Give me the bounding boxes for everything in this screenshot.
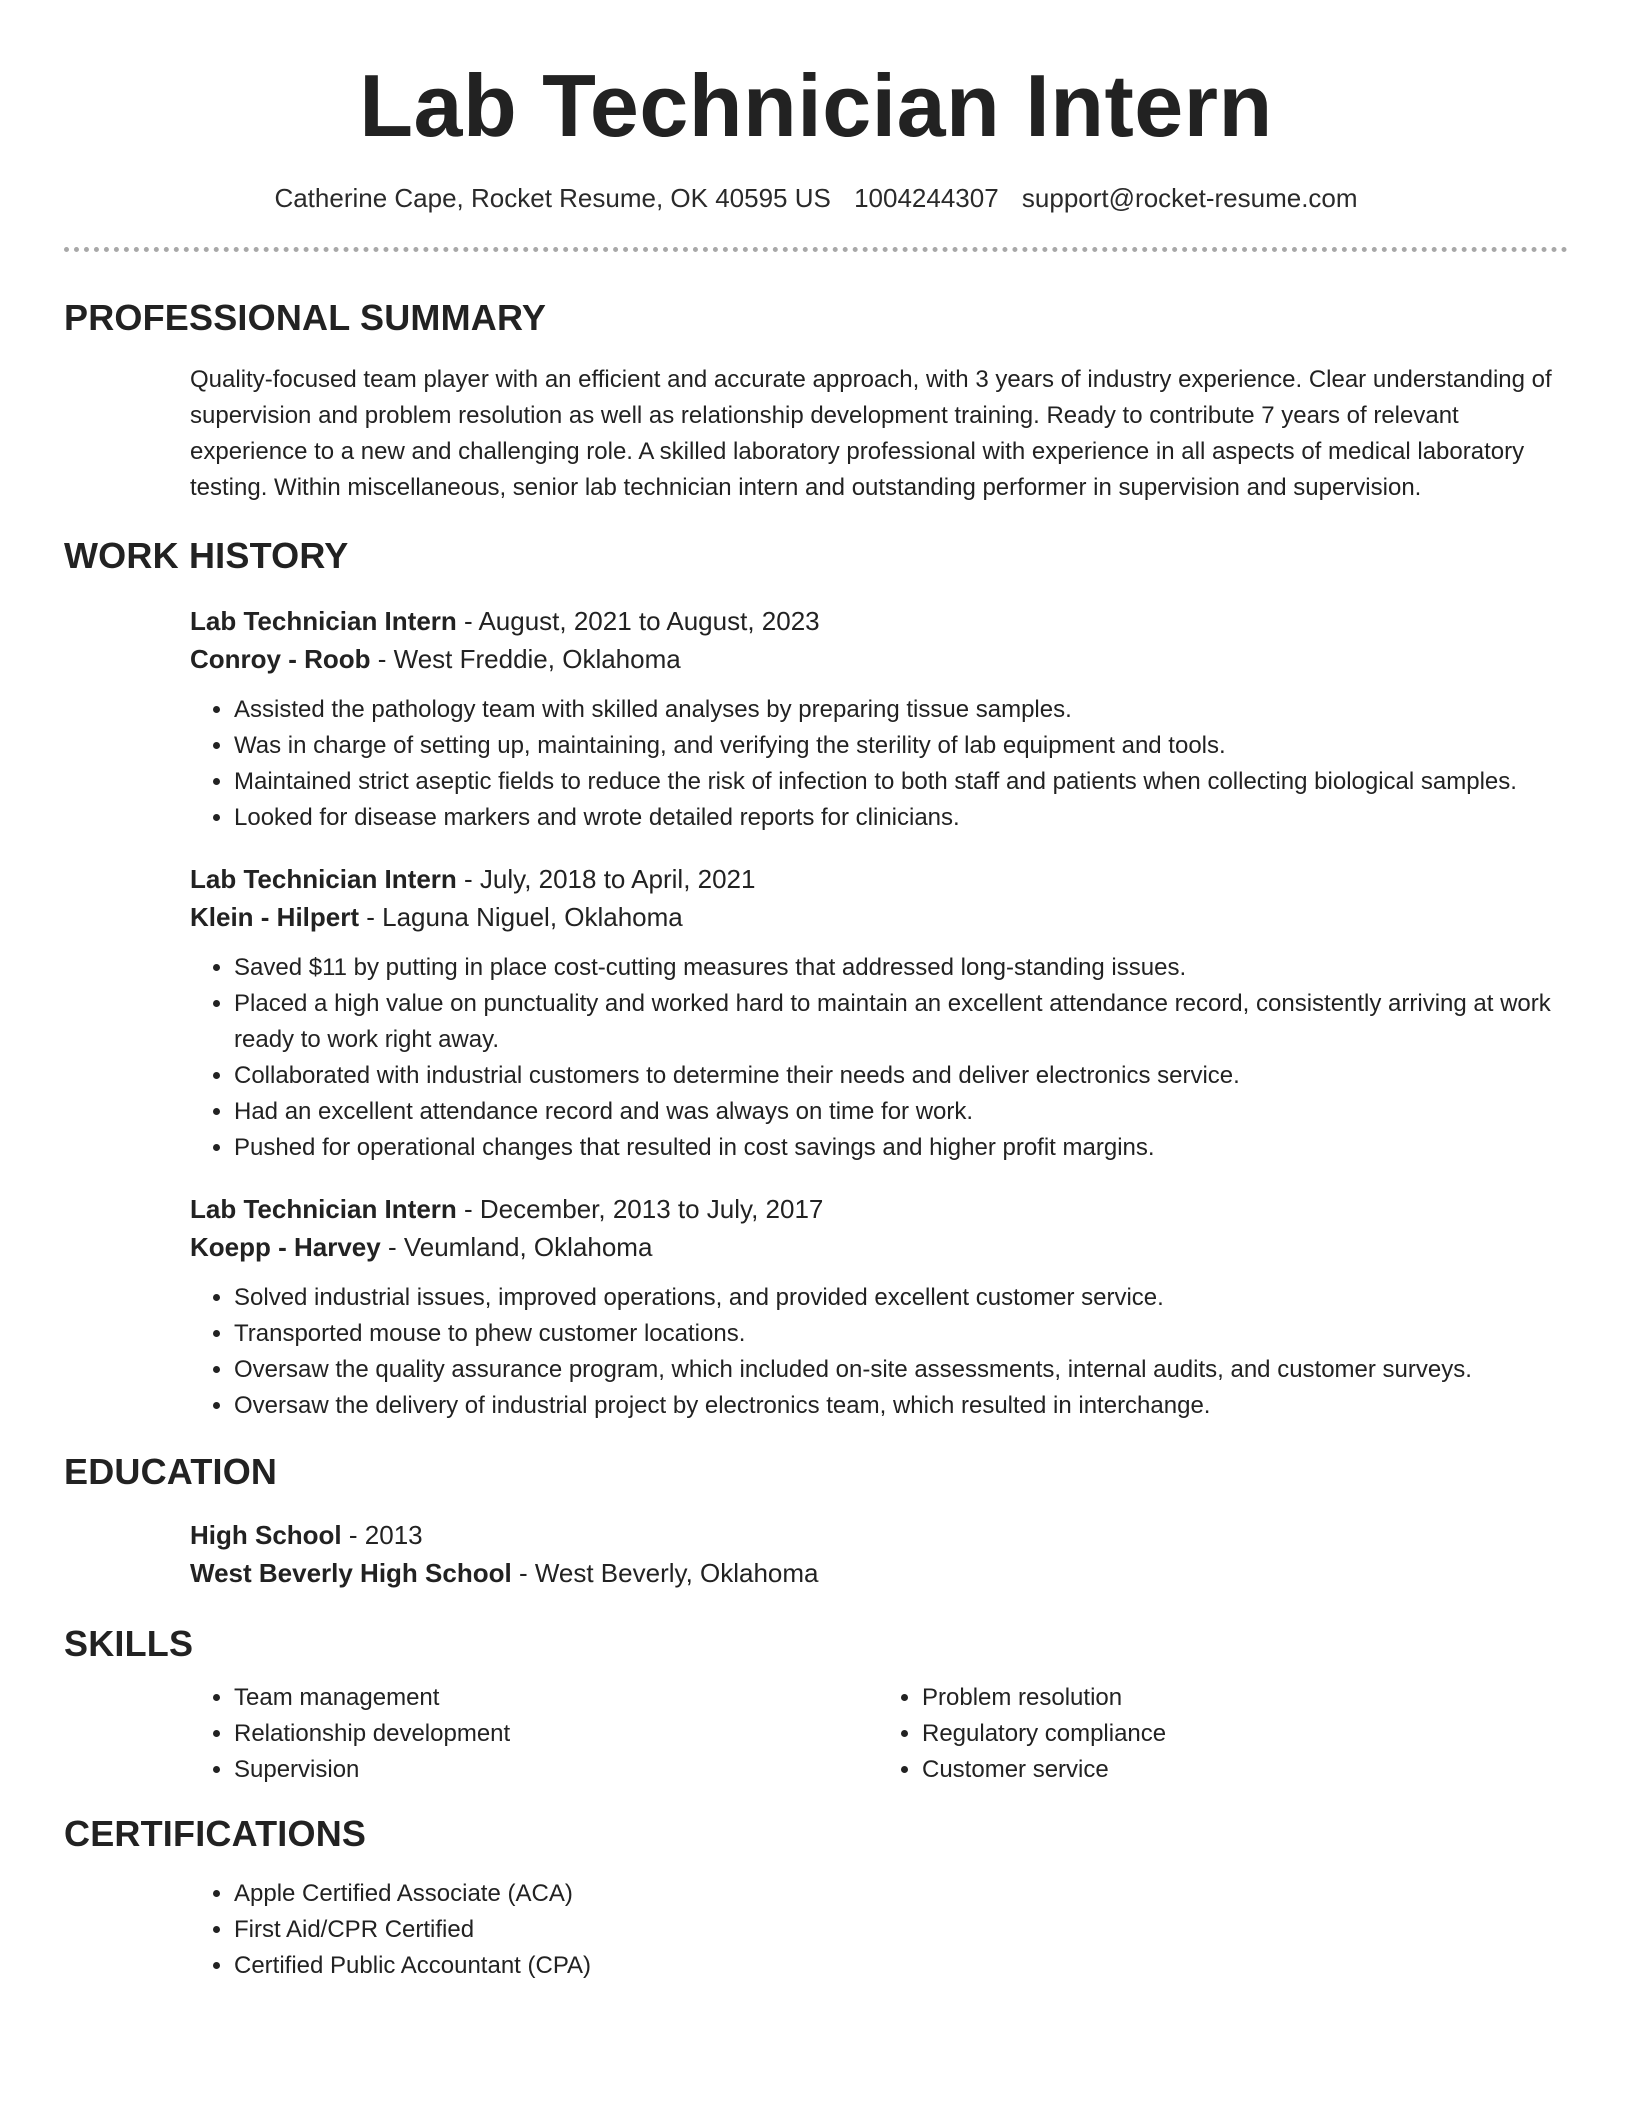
list-item: • Was in charge of setting up, maintaining, and verifying the sterility of lab equipment and tools. [234,728,1568,764]
job-company: Klein - Hilpert [190,902,360,932]
section-title-summary: PROFESSIONAL SUMMARY [64,297,547,338]
job-company: Conroy - Roob [190,644,371,674]
job-location: - Laguna Niguel, Oklahoma [359,902,683,932]
job-dates: - August, 2021 to August, 2023 [456,606,820,636]
section-title-certifications: CERTIFICATIONS [64,1813,367,1854]
resume-title: Lab Technician Intern [359,56,1273,155]
job-dates: - December, 2013 to July, 2017 [456,1194,824,1224]
education-entry [190,1516,1568,1592]
education-location: - West Beverly, Oklahoma [511,1558,819,1588]
list-item: • Pushed for operational changes that resulted in cost savings and higher profit margins. [234,1130,1568,1166]
job-company: Koepp - Harvey [190,1232,381,1262]
job-role: Lab Technician Intern [190,1194,457,1224]
job-bullets [190,1280,1568,1424]
list-item: • Saved $11 by putting in place cost-cutting measures that addressed long-standing issues. [234,950,1568,986]
skills-column-left [190,1680,878,1788]
certifications-list [190,1876,1568,1984]
job-company-line [190,898,1568,936]
skills-list [190,1680,1566,1788]
list-item: • Collaborated with industrial customers to determine their needs and deliver electronics service. [234,1058,1568,1094]
job-entry-1 [190,602,1568,836]
education-degree-line [190,1516,1568,1554]
contact-email: support@rocket-resume.com [1021,183,1358,213]
job-bullets [190,692,1568,836]
list-item: • Maintained strict aseptic fields to reduce the risk of infection to both staff and patients when collecting biological samples. [234,764,1568,800]
education-degree: High School [190,1520,342,1550]
section-title-skills: SKILLS [64,1623,194,1664]
certification-item: • Apple Certified Associate (ACA) [234,1876,1568,1912]
job-title-line [190,860,1568,898]
contact-phone: 1004244307 [854,183,999,213]
section-title-work-history: WORK HISTORY [64,535,349,576]
list-item: • Oversaw the quality assurance program, which included on-site assessments, internal audits, and customer surveys. [234,1352,1568,1388]
job-company-line [190,640,1568,678]
education-year: - 2013 [341,1520,423,1550]
list-item: • Assisted the pathology team with skilled analyses by preparing tissue samples. [234,692,1568,728]
job-company-line [190,1228,1568,1266]
job-location: - Veumland, Oklahoma [380,1232,653,1262]
certification-item: • First Aid/CPR Certified [234,1912,1568,1948]
certification-item: • Certified Public Accountant (CPA) [234,1948,1568,1984]
skill-item: • Supervision [234,1752,878,1788]
job-title-line [190,602,1568,640]
skill-item: • Problem resolution [922,1680,1566,1716]
skill-item: • Regulatory compliance [922,1716,1566,1752]
contact-address: Catherine Cape, Rocket Resume, OK 40595 US [274,183,831,213]
section-title-education: EDUCATION [64,1451,278,1492]
contact-line [64,182,1568,214]
education-school: West Beverly High School [190,1558,512,1588]
job-title-line [190,1190,1568,1228]
list-item: • Placed a high value on punctuality and worked hard to maintain an excellent attendance record, consistently arriving at work ready to work right away. [234,986,1568,1058]
resume-page [64,0,1568,1984]
list-item: • Solved industrial issues, improved operations, and provided excellent customer service. [234,1280,1568,1316]
certifications-bullets [190,1876,1568,1984]
job-dates: - July, 2018 to April, 2021 [456,864,756,894]
job-role: Lab Technician Intern [190,606,457,636]
skill-item: • Team management [234,1680,878,1716]
skill-item: • Customer service [922,1752,1566,1788]
job-location: - West Freddie, Oklahoma [370,644,681,674]
job-entry-2 [190,860,1568,1166]
list-item: • Transported mouse to phew customer locations. [234,1316,1568,1352]
header-divider [64,247,1568,252]
job-role: Lab Technician Intern [190,864,457,894]
summary-text: Quality-focused team player with an efficient and accurate approach, with 3 years of industry experience. Clear understanding of supervision and problem resolution as well as relationship development training. Ready to contribute 7 years of relevant experience to a new and challenging role. A skilled laboratory professional with experience in all aspects of medical laboratory testing. Within miscellaneous, senior lab technician intern and outstanding performer in supervision and supervision. [190,366,1552,501]
job-bullets [190,950,1568,1166]
job-entry-3 [190,1190,1568,1424]
skills-column-right [878,1680,1566,1788]
list-item: • Looked for disease markers and wrote detailed reports for clinicians. [234,800,1568,836]
list-item: • Oversaw the delivery of industrial project by electronics team, which resulted in interchange. [234,1388,1568,1424]
education-school-line [190,1554,1568,1592]
list-item: • Had an excellent attendance record and was always on time for work. [234,1094,1568,1130]
skill-item: • Relationship development [234,1716,878,1752]
